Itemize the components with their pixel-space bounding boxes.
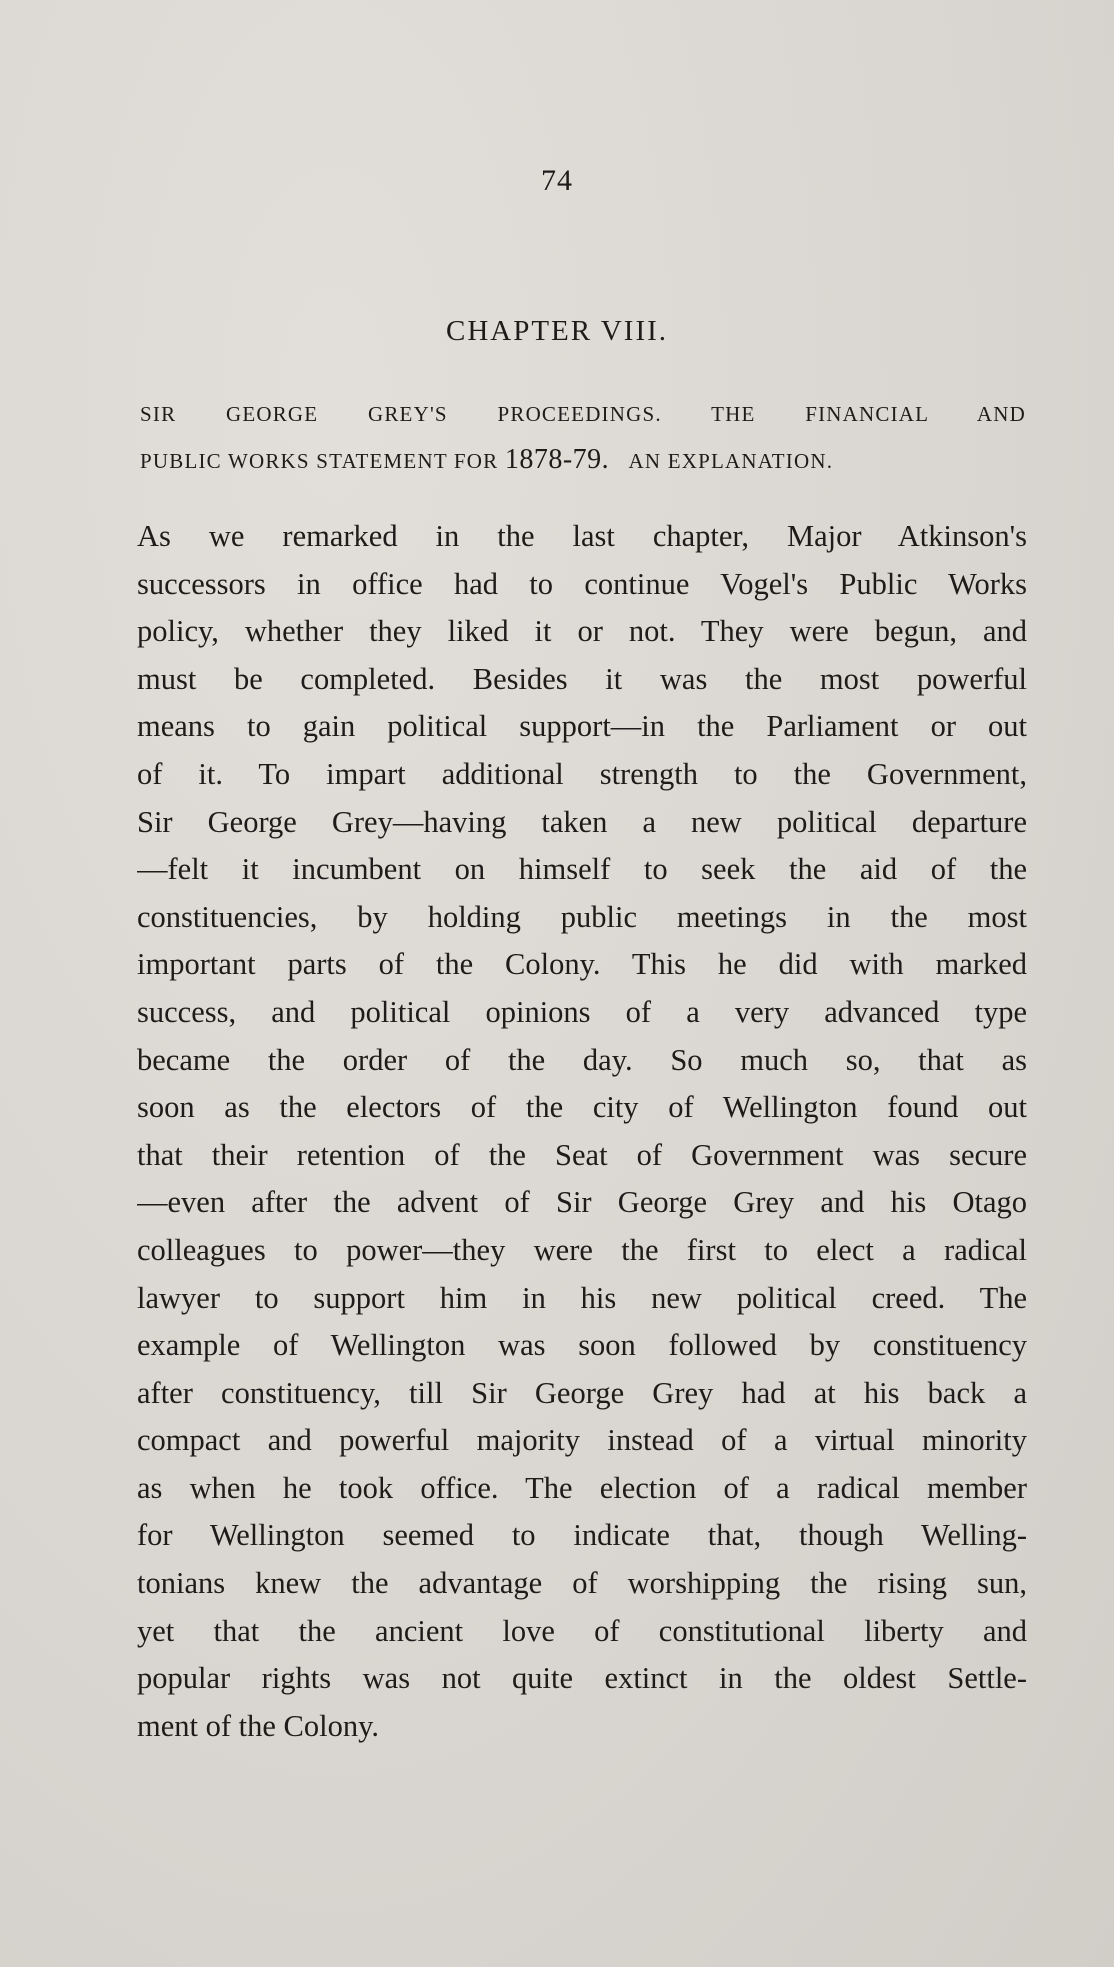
body-line: soon as the electors of the city of Wellington found out	[137, 1090, 1027, 1125]
body-line: success, and political opinions of a very advanced type	[137, 994, 1027, 1029]
body-line: example of Wellington was soon followed by constituency	[137, 1328, 1027, 1363]
body-line: colleagues to power—they were the first to elect a radical	[137, 1232, 1027, 1267]
chapter-title: CHAPTER VIII.	[445, 315, 669, 347]
body-line: successors in office had to continue Vogel's Public Works	[137, 566, 1027, 601]
body-line: compact and powerful majority instead of a virtual minority	[137, 1423, 1027, 1458]
subtitle-line-2-text: PUBLIC WORKS STATEMENT FOR	[140, 449, 499, 473]
body-line: popular rights was not quite extinct in the oldest Settle-	[137, 1661, 1027, 1696]
body-line: lawyer to support him in his new political creed. The	[137, 1280, 1027, 1315]
body-line: important parts of the Colony. This he did with marked	[137, 947, 1027, 982]
subtitle-line-2	[140, 437, 1026, 484]
subtitle-year: 1878-79.	[504, 444, 610, 475]
body-line: that their retention of the Seat of Government was secure	[137, 1137, 1027, 1172]
body-line: as when he took office. The election of a radical member	[137, 1470, 1027, 1505]
body-line: Sir George Grey—having taken a new political departure	[137, 804, 1027, 839]
body-line: became the order of the day. So much so, that as	[137, 1042, 1027, 1077]
body-line: —even after the advent of Sir George Grey and his Otago	[137, 1185, 1027, 1220]
body-line: —felt it incumbent on himself to seek the aid of the	[137, 852, 1027, 887]
body-line: constituencies, by holding public meetings in the most	[137, 899, 1027, 934]
body-line: after constituency, till Sir George Grey had at his back a	[137, 1375, 1027, 1410]
subtitle-explanation: AN EXPLANATION.	[628, 449, 834, 473]
body-line: must be completed. Besides it was the most powerful	[137, 661, 1027, 696]
body-line: for Wellington seemed to indicate that, though Welling-	[137, 1518, 1027, 1553]
chapter-body	[137, 513, 1027, 1750]
body-line: As we remarked in the last chapter, Major Atkinson's	[137, 519, 1027, 553]
page-number: 74	[541, 164, 573, 197]
body-line: of it. To impart additional strength to the Government,	[137, 756, 1027, 791]
body-line: policy, whether they liked it or not. They were begun, and	[137, 614, 1027, 649]
chapter-subtitle	[140, 392, 1026, 484]
body-line: ment of the Colony.	[137, 1708, 379, 1743]
body-line: means to gain political support—in the Parliament or out	[137, 709, 1027, 744]
body-line: tonians knew the advantage of worshipping the rising sun,	[137, 1566, 1027, 1601]
subtitle-line-1: SIR GEORGE GREY'S PROCEEDINGS. THE FINANCIAL AND	[140, 402, 1026, 426]
body-line: yet that the ancient love of constitutional liberty and	[137, 1613, 1027, 1648]
